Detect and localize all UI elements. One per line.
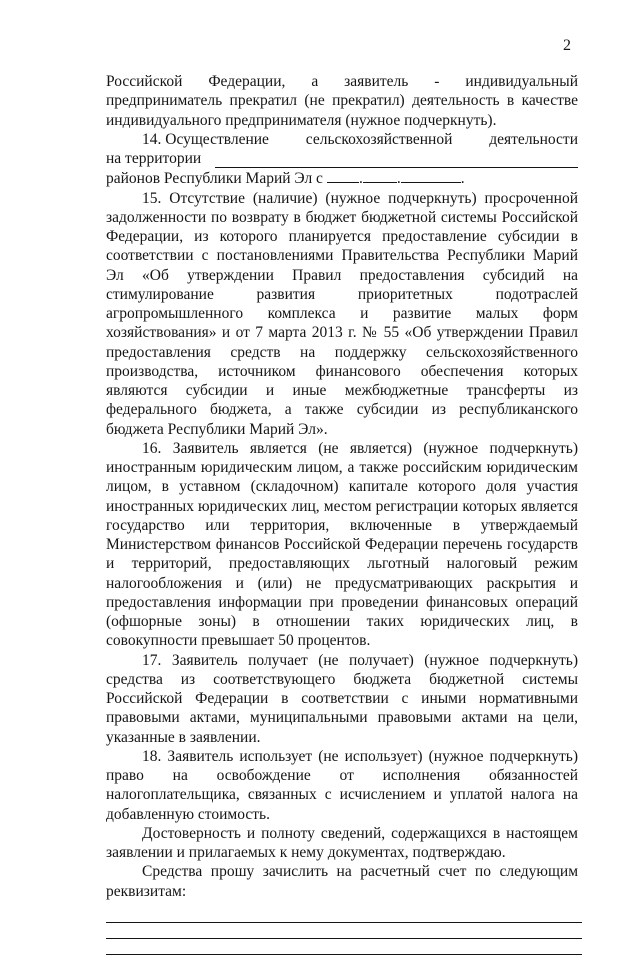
- paragraph-14-heading: [106, 130, 578, 149]
- territory-label: на территории: [106, 150, 202, 167]
- paragraph-17: 17. Заявитель получает (не получает) (нужное подчеркнуть) средства из соответствующего бюджета бюджетной системы Российской Федерации в соответствии с иными нормативными правовыми актами, муниципальными правовыми актами на цели, указанные в заявлении.: [106, 651, 578, 746]
- territory-blank: [215, 152, 578, 168]
- document-body: [106, 72, 578, 955]
- paragraph-transfer: Средства прошу зачислить на расчетный счет по следующим реквизитам:: [106, 863, 578, 900]
- date-day-blank: [327, 168, 359, 183]
- paragraph-16: 16. Заявитель является (не является) (нужное подчеркнуть) иностранным юридическим лицом, а также российским юридическим лицом, в уставном (складочном) капитале которого доля участия иностранных юридических лиц, местом регистрации которых является государство или территория, включенные в утверждаемый Министерством финансов Российской Федерации перечень государств и территорий, предоставляющих льготный налоговый режим налогообложения и (или) не предусматривающих раскрытия и предоставления информации при проведении финансовых операций (офшорные зоны) в отношении таких юридических лиц, в совокупности превышает 50 процентов.: [106, 439, 578, 650]
- requisites-line-1: [106, 907, 582, 923]
- districts-line: районов Республики Марий Эл с . . .: [106, 170, 465, 188]
- districts-label: районов Республики Марий Эл с: [106, 170, 323, 188]
- p14-word-3: деятельности: [489, 130, 578, 148]
- date-month-blank: [363, 168, 397, 183]
- requisites-line-3: [106, 939, 582, 955]
- requisites-line-2: [106, 923, 582, 939]
- p14-word-1: 14. Осуществление: [142, 130, 269, 148]
- requisites-lines: [106, 907, 578, 955]
- paragraph-14: [106, 130, 578, 189]
- paragraph-18: 18. Заявитель использует (не использует) (нужное подчеркнуть) право на освобождение от исполнения обязанностей налогоплательщика, связанных с исчислением и уплатой налога на добавленную стоимость.: [106, 747, 578, 823]
- paragraph-confirmation: Достоверность и полноту сведений, содержащихся в настоящем заявлении и прилагаемых к нему документах, подтверждаю.: [106, 824, 578, 861]
- paragraph-15: 15. Отсутствие (наличие) (нужное подчеркнуть) просроченной задолженности по возврату в бюджет бюджетной системы Российской Федерации, из которого планируется предоставление субсидии в соответствии с постановлениями Правительства Республики Марий Эл «Об утверждении Правил предоставления субсидий на стимулирование развития приоритетных подотраслей агропромышленного комплекса и развитие малых форм хозяйствования» и от 7 марта 2013 г. № 55 «Об утверждении Правил предоставления средств на поддержку сельскохозяйственного производства, источником финансового обеспечения которых являются субсидии и иные межбюджетные трансферты из федерального бюджета, а также субсидии из республиканского бюджета Республики Марий Эл».: [106, 189, 578, 438]
- p14-word-2: сельскохозяйственной: [305, 130, 453, 148]
- paragraph-continuation: Российской Федерации, а заявитель - индивидуальный предприниматель прекратил (не прекратил) деятельность в качестве индивидуального предпринимателя (нужное подчеркнуть).: [106, 73, 578, 129]
- date-year-blank: [401, 168, 461, 183]
- territory-line: [106, 149, 578, 168]
- page-number: 2: [563, 37, 571, 54]
